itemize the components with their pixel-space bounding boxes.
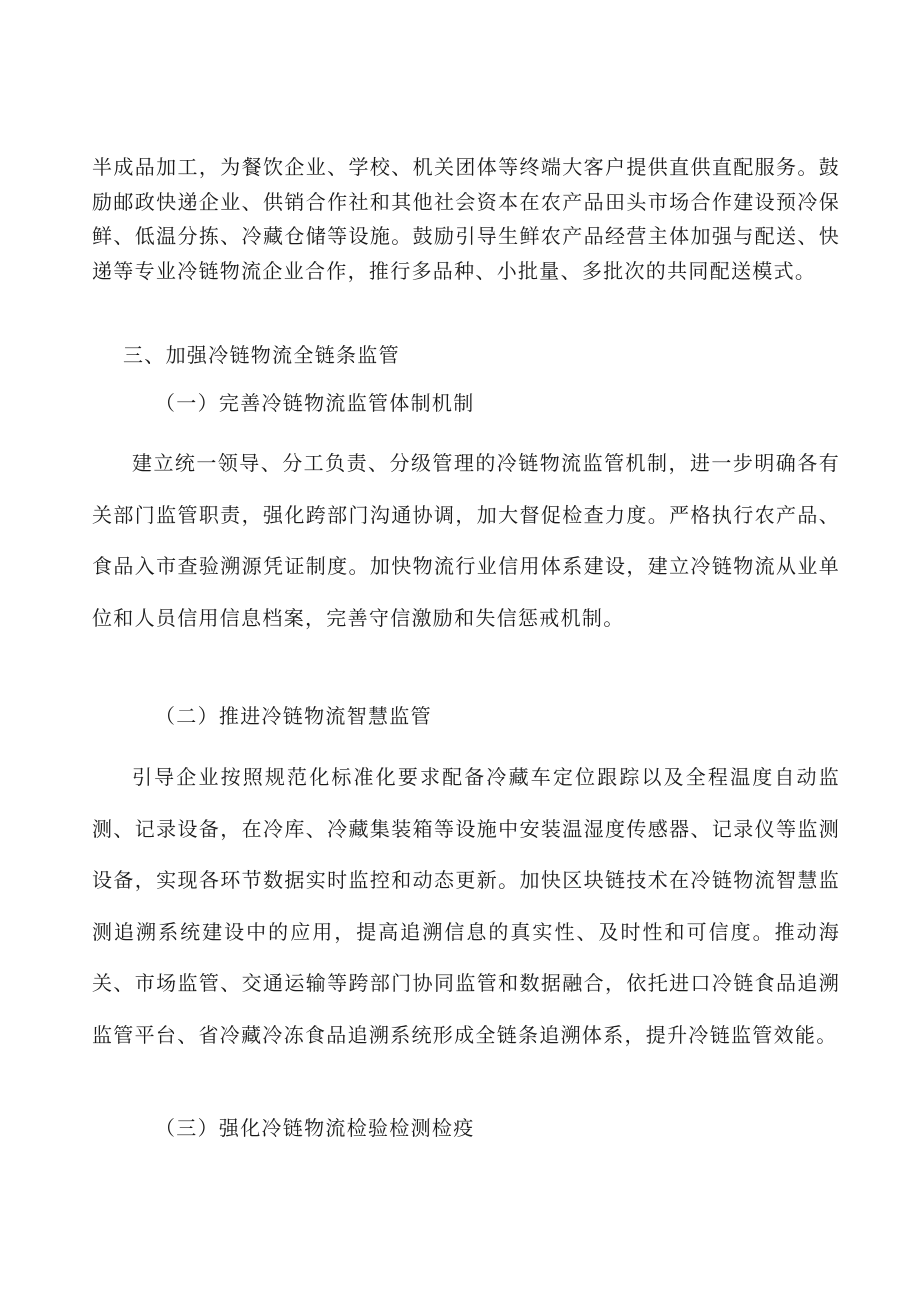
- continued-paragraph: 半成品加工，为餐饮企业、学校、机关团体等终端大客户提供直供直配服务。鼓励邮政快递企业、供销合作社和其他社会资本在农产品田头市场合作建设预冷保鲜、低温分拣、冷藏仓储等设施。鼓励引导生鲜农产品经营主体加强与配送、快递等专业冷链物流企业合作，推行多品种、小批量、多批次的共同配送模式。: [92, 155, 840, 283]
- subsection-heading-3: （三）强化冷链物流检验检测检疫: [155, 1116, 475, 1140]
- subsection-heading-2: （二）推进冷链物流智慧监管: [155, 704, 432, 728]
- section-heading: 三、加强冷链物流全链条监管: [123, 343, 400, 367]
- subsection-body-2: 引导企业按照规范化标准化要求配备冷藏车定位跟踪以及全程温度自动监测、记录设备，在冷库、冷藏集装箱等设施中安装温湿度传感器、记录仪等监测设备，实现各环节数据实时监控和动态更新。加快区块链技术在冷链物流智慧监测追溯系统建设中的应用，提高追溯信息的真实性、及时性和可信度。推动海关、市场监管、交通运输等跨部门协同监管和数据融合，依托进口冷链食品追溯监管平台、省冷藏冷冻食品追溯系统形成全链条追溯体系，提升冷链监管效能。: [92, 765, 840, 1047]
- subsection-heading-1: （一）完善冷链物流监管体制机制: [155, 391, 475, 415]
- subsection-body-1: 建立统一领导、分工负责、分级管理的冷链物流监管机制，进一步明确各有关部门监管职责，强化跨部门沟通协调，加大督促检查力度。严格执行农产品、食品入市查验溯源凭证制度。加快物流行业信用体系建设，建立冷链物流从业单位和人员信用信息档案，完善守信激励和失信惩戒机制。: [92, 451, 840, 630]
